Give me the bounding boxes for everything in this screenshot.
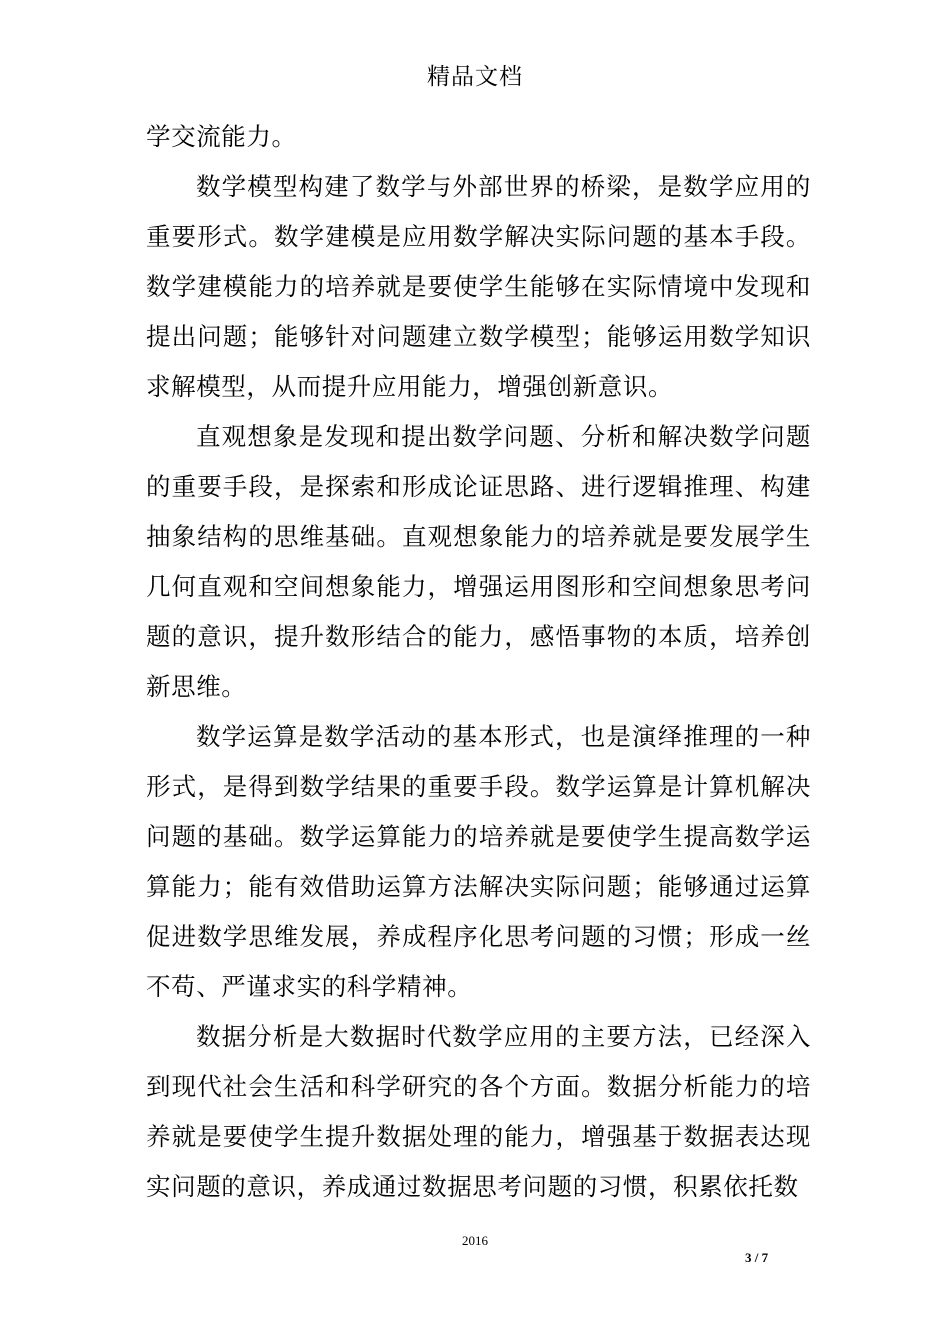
footer-year: 2016 [462, 1233, 488, 1248]
paragraph-intuitive-imagination: 直观想象是发现和提出数学问题、分析和解决数学问题的重要手段，是探索和形成论证思路、进行逻辑推理、构建抽象结构的思维基础。直观想象能力的培养就是要发展学生几何直观和空间想象能力，增强运用图形和空间想象思考问题的意识，提升数形结合的能力，感悟事物的本质，培养创新思维。 [146, 422, 811, 701]
paragraph-math-modeling: 数学模型构建了数学与外部世界的桥梁，是数学应用的重要形式。数学建模是应用数学解决实际问题的基本手段。数学建模能力的培养就是要使学生能够在实际情境中发现和提出问题；能够针对问题建立数学模型；能够运用数学知识求解模型，从而提升应用能力，增强创新意识。 [146, 172, 811, 401]
paragraph-math-operation: 数学运算是数学活动的基本形式，也是演绎推理的一种形式，是得到数学结果的重要手段。数学运算是计算机解决问题的基础。数学运算能力的培养就是要使学生提高数学运算能力；能有效借助运算方法解决实际问题；能够通过运算促进数学思维发展，养成程序化思考问题的习惯；形成一丝不苟、严谨求实的科学精神。 [146, 722, 811, 1001]
paragraph-data-analysis: 数据分析是大数据时代数学应用的主要方法，已经深入到现代社会生活和科学研究的各个方面。数据分析能力的培养就是要使学生提升数据处理的能力，增强基于数据表达现实问题的意识，养成通过数据思考问题的习惯，积累依托数 [146, 1022, 811, 1201]
page-number: 3 / 7 [745, 1250, 769, 1265]
paragraph-continuation: 学交流能力。 [146, 122, 297, 151]
document-body [146, 112, 811, 1212]
page-header: 精品文档 [427, 64, 523, 90]
